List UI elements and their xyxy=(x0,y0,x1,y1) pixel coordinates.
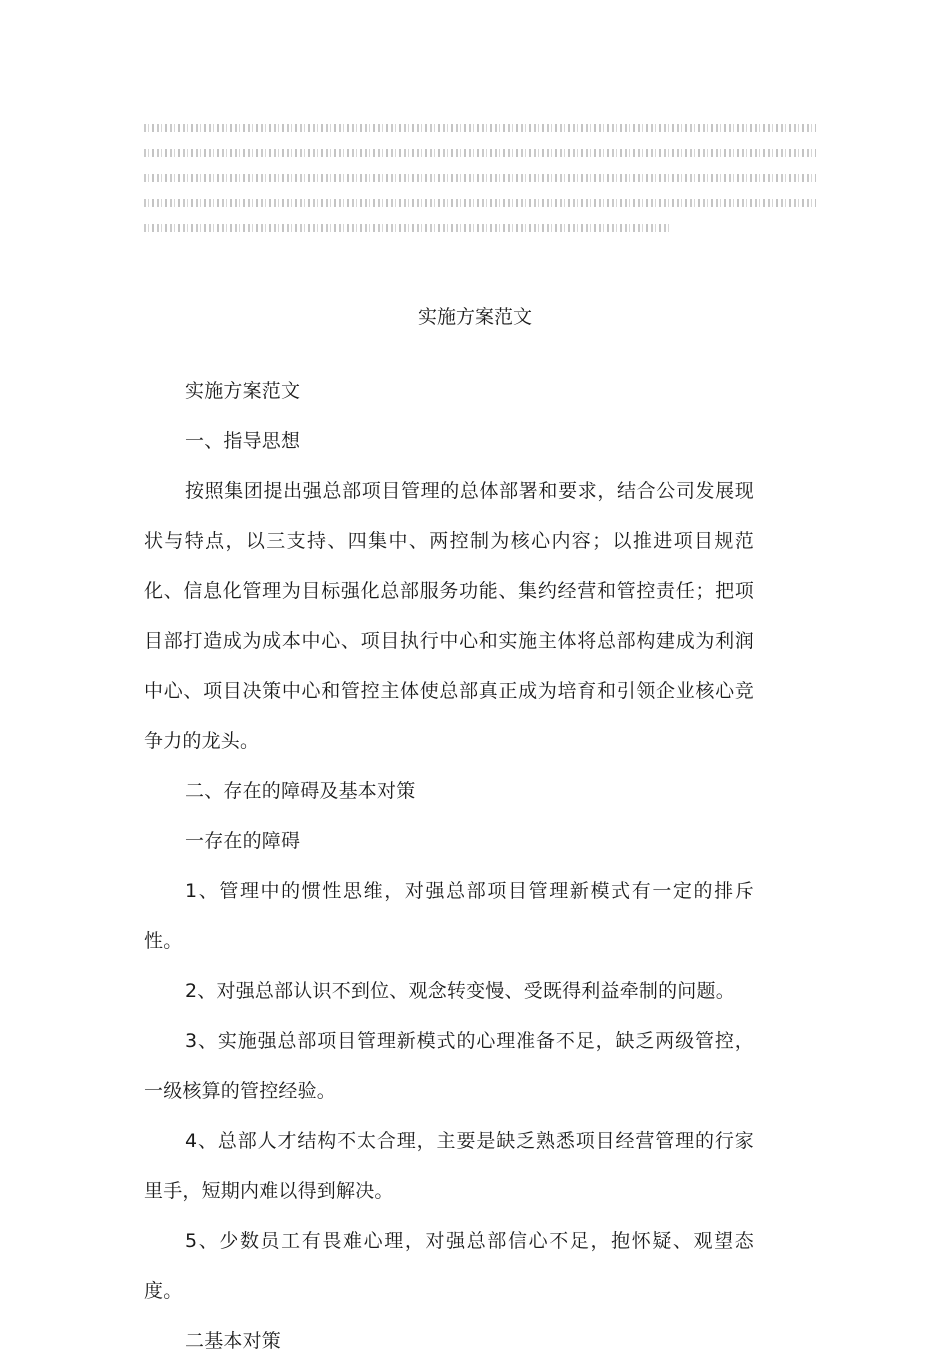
list-item-obstacle-1: 1、管理中的惯性思维，对强总部项目管理新模式有一定的排斥性。 xyxy=(144,880,754,952)
dotted-line xyxy=(144,174,816,182)
dotted-line xyxy=(144,199,816,207)
list-item-obstacle-5: 5、少数员工有畏难心理，对强总部信心不足，抱怀疑、观望态度。 xyxy=(144,1230,754,1302)
document-title: 实施方案范文 xyxy=(417,306,532,328)
paragraph-guiding-thought: 按照集团提出强总部项目管理的总体部署和要求，结合公司发展现状与特点，以三支持、四集中、两控制为核心内容；以推进项目规范化、信息化管理为目标强化总部服务功能、集约经营和管控责任；把项目部打造成为成本中心、项目执行中心和实施主体将总部构建成为利润中心、项目决策中心和管控主体使总部真正成为培育和引领企业核心竞争力的龙头。 xyxy=(144,480,754,752)
list-item-obstacle-2: 2、对强总部认识不到位、观念转变慢、受既得利益牵制的问题。 xyxy=(185,980,735,1002)
header-dotted-lines xyxy=(144,124,816,249)
section-heading-guiding-thought: 一、指导思想 xyxy=(185,430,301,452)
section-heading-obstacles: 二、存在的障碍及基本对策 xyxy=(185,780,416,802)
list-item-obstacle-3: 3、实施强总部项目管理新模式的心理准备不足，缺乏两级管控，一级核算的管控经验。 xyxy=(144,1030,754,1102)
paragraph-subtitle: 实施方案范文 xyxy=(185,380,301,402)
dotted-line xyxy=(144,124,816,132)
document-body xyxy=(144,366,754,1366)
subheading-countermeasures: 二基本对策 xyxy=(185,1330,282,1352)
list-item-obstacle-4: 4、总部人才结构不太合理，主要是缺乏熟悉项目经营管理的行家里手，短期内难以得到解决。 xyxy=(144,1130,754,1202)
dotted-line xyxy=(144,149,816,157)
dotted-line xyxy=(144,224,672,232)
subheading-obstacles: 一存在的障碍 xyxy=(185,830,301,852)
